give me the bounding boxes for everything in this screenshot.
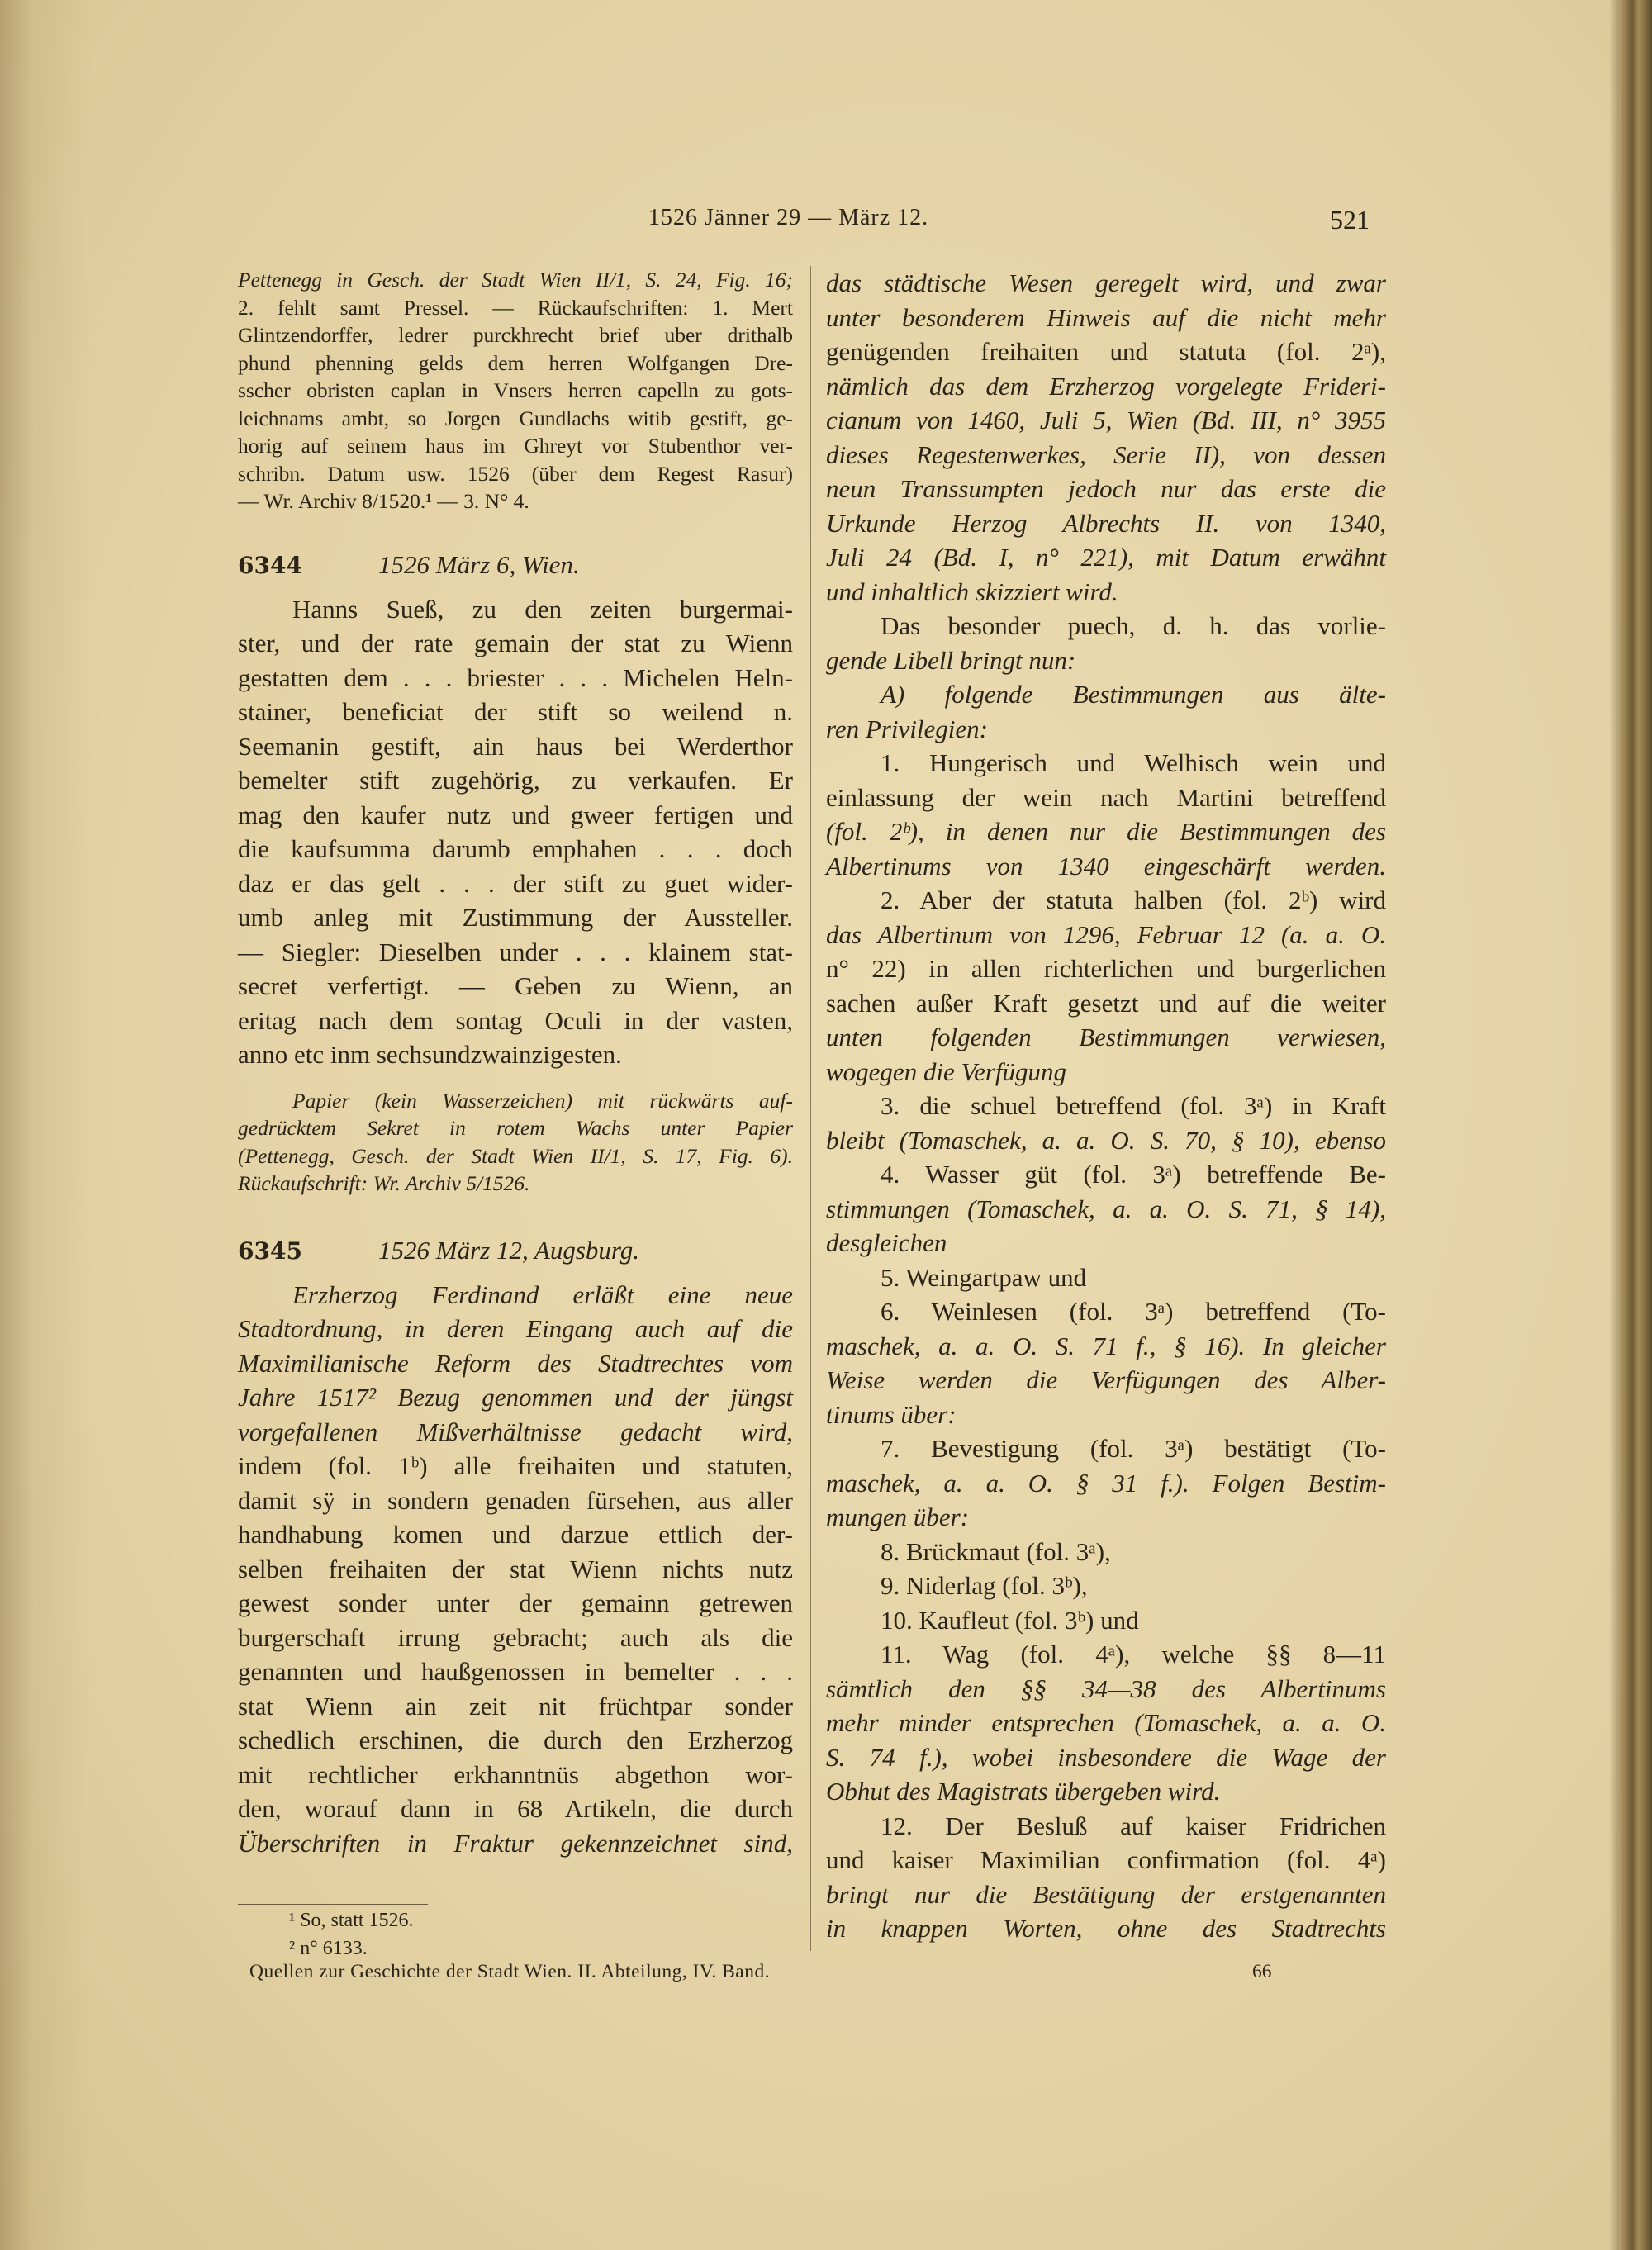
column-divider [810,266,811,1951]
footnote-rule [238,1904,428,1905]
text-line: Juli 24 (Bd. I, n° 221), mit Datum erwähnt [826,543,1386,572]
text-line: Erzherzog Ferdinand erläßt eine neue [292,1279,793,1309]
text-line: mit rechtlicher erkhanntnüs abgethon wor- [238,1759,793,1789]
left-column [238,266,793,1860]
signature-mark: 66 [1252,1961,1272,1982]
text-line: anno etc inm sechsundzwainzigesten. [238,1040,622,1069]
text-line: umb anleg mit Zustimmung der Aussteller. [238,903,793,932]
text-line: 12. Der Besluß auf kaiser Fridrichen [881,1811,1386,1840]
text-line: unten folgenden Bestimmungen verwiesen, [826,1023,1386,1051]
text-line: Hanns Sueß, zu den zeiten burgermai- [292,594,793,624]
entry-text-6345 [238,1278,793,1861]
text-line: einlassung der wein nach Martini betreffend [826,782,1386,812]
text-line: gende Libell bringt nun: [826,645,1076,675]
text-line: genannten und haußgenossen in bemelter . . . [238,1657,793,1686]
text-line: 11. Wag (fol. 4ᵃ), welche §§ 8—11 [881,1640,1386,1669]
text-line: stimmungen (Tomaschek, a. a. O. S. 71, § 14), [826,1194,1386,1223]
text-line: 10. Kaufleut (fol. 3ᵇ) und [881,1605,1139,1635]
text-line: den, worauf dann in 68 Artikeln, die durch [238,1794,793,1823]
text-line: genügenden freihaiten und statuta (fol. 2ᵃ), [826,337,1386,366]
text-line: damit sÿ in sondern genaden fürsehen, aus aller [238,1485,793,1515]
text-line: wogegen die Verfügung [826,1056,1067,1086]
page-gutter-shadow [1609,0,1619,2250]
text-line: 1. Hungerisch und Welhisch wein und [881,748,1386,777]
text-line: Seemanin gestift, ain haus bei Werderthor [238,731,793,761]
text-line: S. 74 f.), wobei insbesondere die Wage der [826,1742,1386,1772]
footnote: ² n° 6133. [289,1938,368,1959]
text-line: gestatten dem . . . briester . . . Michelen Heln- [238,662,793,692]
entry-text-6344 [238,592,793,1072]
text-line: eritag nach dem sontag Oculi in der vasten, [238,1005,793,1035]
text-line: schedlich erschinen, die durch den Erzherzog [238,1725,793,1754]
text-line: cianum von 1460, Juli 5, Wien (Bd. III, n° 3955 [826,406,1386,434]
entry-number: 6344 [238,551,302,579]
text-line: daz er das gelt . . . der stift zu guet wider- [238,868,793,898]
text-line: maschek, a. a. O. S. 71 f., § 16). In gleicher [826,1331,1386,1360]
text-line: 5. Weingartpaw und [881,1262,1087,1292]
entry-date: 1526 März 6, Wien. [378,549,580,579]
text-line: und kaiser Maximilian confirmation (fol. 4ᵃ) [826,1845,1386,1874]
entry-heading-6345 [238,1234,793,1268]
text-line: in knappen Worten, ohne des Stadtrechts [826,1914,1386,1943]
text-line: A) folgende Bestimmungen aus älte- [881,680,1386,709]
text-line: desgleichen [826,1228,947,1257]
text-line: 2. Aber der statuta halben (fol. 2ᵇ) wird [881,885,1386,914]
text-line: ren Privilegien: [826,714,988,743]
text-line: stat Wienn ain zeit nit früchtpar sonder [238,1691,793,1721]
text-line: sachen außer Kraft gesetzt und auf die weiter [826,988,1386,1018]
text-line: (Pettenegg, Gesch. der Stadt Wien II/1, S. 17, Fig. 6). [238,1143,793,1168]
text-line: (fol. 2ᵇ), in denen nur die Bestimmungen des [826,817,1386,846]
text-line: 9. Niderlag (fol. 3ᵇ), [881,1571,1088,1600]
text-line: bringt nur die Bestätigung der erstgenannten [826,1879,1386,1909]
footnote: ¹ So, statt 1526. [289,1910,414,1931]
text-line: leichnams ambt, so Jorgen Gundlachs witib gestift, ge- [238,406,793,430]
text-line: burgerschaft irrung gebracht; auch als die [238,1622,793,1652]
text-line: Papier (kein Wasserzeichen) mit rückwärts auf- [292,1088,793,1113]
text-line: tinums über: [826,1399,957,1429]
text-line: 7. Bevestigung (fol. 3ᵃ) bestätigt (To- [881,1434,1386,1463]
text-line: und inhaltlich skizziert wird. [826,577,1118,606]
footnotes [289,1906,414,1963]
text-line: Albertinums von 1340 eingeschärft werden. [826,851,1386,881]
text-line: nämlich das dem Erzherzog vorgelegte Frideri- [826,371,1386,401]
text-line: die kaufsumma darumb emphahen . . . doch [238,834,793,863]
text-line: unter besonderem Hinweis auf die nicht mehr [826,302,1386,332]
text-line: Überschriften in Fraktur gekennzeichnet sind, [238,1828,793,1858]
book-edge [1619,0,1652,2250]
text-line: sscher obristen caplan in Vnsers herren capelln zu gots- [238,378,793,402]
text-line: secret verfertigt. — Geben zu Wienn, an [238,971,793,1000]
entry-note-6344 [238,1087,793,1198]
text-line: Glintzendorffer, ledrer purckhrecht brief uber drithalb [238,323,793,347]
entry-date: 1526 März 12, Augsburg. [378,1235,640,1265]
text-line: horig auf seinem haus im Ghreyt vor Stubenthor ver- [238,434,793,458]
text-line: phund phenning gelds dem herren Wolfgangen Dre- [238,350,793,375]
text-line: das städtische Wesen geregelt wird, und zwar [826,268,1386,297]
text-line: Weise werden die Verfügungen des Alber- [826,1365,1386,1394]
text-line: bleibt (Tomaschek, a. a. O. S. 70, § 10), ebenso [826,1125,1386,1155]
text-line: Rückaufschrift: Wr. Archiv 5/1526. [238,1171,530,1195]
text-line: selben freihaiten der stat Wienn nichts nutz [238,1554,793,1583]
text-line: schribn. Datum usw. 1526 (über dem Regest Rasur) [238,461,793,486]
text-line: Pettenegg in Gesch. der Stadt Wien II/1, S. 24, Fig. 16; [238,268,793,292]
text-line: mungen über: [826,1502,970,1531]
text-line: handhabung komen und darzue ettlich der- [238,1520,793,1549]
text-line: 8. Brückmaut (fol. 3ᵃ), [881,1536,1111,1566]
text-line: 2. fehlt samt Pressel. — Rückaufschriften: 1. Mert [238,295,793,320]
text-line: ster, und der rate gemain der stat zu Wienn [238,629,793,657]
entry-number: 6345 [238,1237,302,1265]
text-line: — Wr. Archiv 8/1520.¹ — 3. N° 4. [238,489,529,513]
page-number: 521 [1330,205,1370,235]
text-line: gedrücktem Sekret in rotem Wachs unter Papier [238,1116,793,1140]
text-line: Jahre 1517² Bezug genommen und der jüngst [238,1383,793,1412]
text-line: Maximilianische Reform des Stadtrechtes vom [238,1348,793,1378]
text-line: Stadtordnung, in deren Eingang auch auf die [238,1314,793,1343]
running-head-title: 1526 Jänner 29 — März 12. [648,205,929,230]
text-line: stainer, beneficiat der stift so weilend n. [238,697,793,726]
text-line: 6. Weinlesen (fol. 3ᵃ) betreffend (To- [881,1297,1386,1326]
text-line: bemelter stift zugehörig, zu verkaufen. Er [238,766,793,795]
right-column [826,266,1386,1946]
text-line: Obhut des Magistrats übergeben wird. [826,1777,1221,1806]
text-line: 4. Wasser güt (fol. 3ᵃ) betreffende Be- [881,1160,1386,1189]
text-line: sämtlich den §§ 34—38 des Albertinums [826,1673,1386,1703]
text-line: 3. die schuel betreffend (fol. 3ᵃ) in Kraft [881,1091,1386,1120]
text-line: maschek, a. a. O. § 31 f.). Folgen Bestim- [826,1468,1386,1498]
text-line: gewest sonder unter der gemainn getrewen [238,1588,793,1617]
running-head [0,205,1652,238]
text-line: — Siegler: Dieselben under . . . klainem stat- [238,937,793,966]
text-line: vorgefallenen Mißverhältnisse gedacht wird, [238,1417,793,1446]
text-line: indem (fol. 1ᵇ) alle freihaiten und statuten, [238,1451,793,1480]
entry-heading-6344 [238,548,793,582]
text-line: Urkunde Herzog Albrechts II. von 1340, [826,508,1386,538]
text-line: n° 22) in allen richterlichen und burgerlichen [826,954,1386,983]
text-line: mehr minder entsprechen (Tomaschek, a. a. O. [826,1708,1386,1737]
text-line: neun Transsumpten jedoch nur das erste die [826,474,1386,503]
text-line: das Albertinum von 1296, Februar 12 (a. a. O. [826,919,1386,949]
text-line: dieses Regestenwerkes, Serie II), von dessen [826,439,1386,469]
text-line: Das besonder puech, d. h. das vorlie- [881,611,1386,640]
carry-over-note [238,266,793,515]
text-line: mag den kaufer nutz und gweer fertigen und [238,800,793,829]
imprint-line: Quellen zur Geschichte der Stadt Wien. II. Abteilung, IV. Band. [249,1961,771,1982]
